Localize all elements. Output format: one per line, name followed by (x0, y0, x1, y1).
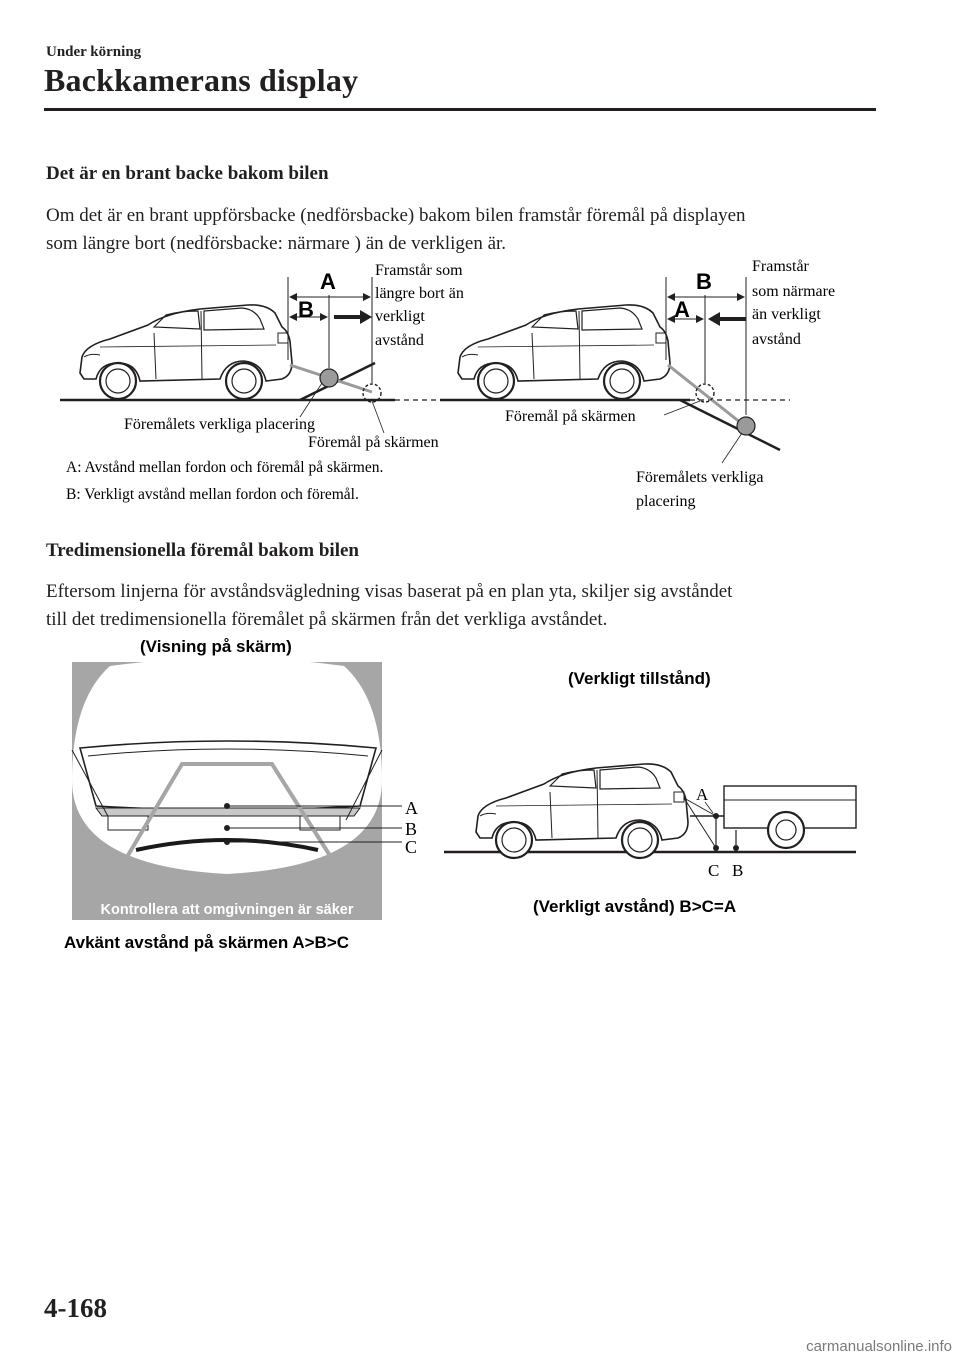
car-illustration (80, 305, 292, 399)
section2-paragraph-line2: till det tredimensionella föremålet på skärmen från det verkliga avståndet. (46, 609, 608, 630)
legend-b: B: Verkligt avstånd mellan fordon och föremål. (66, 486, 359, 503)
right-caption-line4: avstånd (752, 331, 801, 348)
watermark: carmanualsonline.info (806, 1338, 952, 1355)
section1-paragraph-line1: Om det är en brant uppförsbacke (nedförsbacke) bakom bilen framstår föremål på displayen (46, 205, 746, 226)
section1-paragraph (46, 202, 886, 258)
section-label: Under körning (46, 44, 142, 60)
screen-label-a: A (405, 798, 418, 818)
leader-actual-right (722, 433, 742, 463)
left-actual-label: Föremålets verkliga placering (124, 416, 316, 433)
left-caption-line1: Framstår som (375, 262, 463, 279)
dim-a-label: A (320, 269, 336, 294)
camera-screen (72, 658, 402, 920)
uphill-diagram (60, 262, 464, 451)
legend-a: A: Avstånd mellan fordon och föremål på skärmen. (66, 459, 384, 476)
actual-label-a: A (696, 785, 709, 804)
actual-condition-diagram (444, 764, 856, 858)
near-arrow-head (708, 312, 720, 326)
section1-paragraph-line2: som längre bort (nedförsbacke: närmare ) än de verkligen är. (46, 233, 507, 254)
leader-screen (372, 401, 384, 433)
slope-figure (0, 255, 960, 520)
car-illustration-actual (476, 764, 688, 858)
right-caption-line3: än verkligt (752, 306, 821, 323)
downhill-diagram (440, 258, 835, 510)
car-illustration-right (458, 305, 670, 399)
section2-paragraph (46, 578, 886, 634)
screen-banner: Kontrollera att omgivningen är säker (100, 902, 354, 918)
left-caption-line3: verkligt (375, 308, 425, 325)
dim-b-label: B (298, 297, 314, 322)
actual-object-marker-right (737, 417, 755, 435)
actual-label-c: C (708, 861, 720, 880)
left-caption-line4: avstånd (375, 332, 424, 349)
page-title: Backkamerans display (44, 62, 359, 98)
left-caption-line2: längre bort än (375, 285, 464, 302)
right-screen-label: Föremål på skärmen (505, 408, 636, 425)
dim-a-label-right: A (674, 297, 690, 322)
three-d-figure (0, 630, 960, 960)
screen-caption: Avkänt avstånd på skärmen A>B>C (64, 933, 350, 952)
downslope-line (680, 400, 780, 450)
section2-heading: Tredimensionella föremål bakom bilen (46, 540, 359, 561)
title-divider (44, 108, 876, 111)
screen-view-title: (Visning på skärm) (140, 637, 292, 656)
right-caption-line1: Framstår (752, 258, 809, 275)
dim-b-label-right: B (696, 269, 712, 294)
page-number: 4-168 (44, 1293, 107, 1323)
right-actual-label-line2: placering (636, 493, 696, 510)
left-screen-label: Föremål på skärmen (308, 434, 439, 451)
section2-paragraph-line1: Eftersom linjerna för avståndsvägledning visas baserat på en plan yta, skiljer sig avståndet (46, 581, 733, 602)
actual-label-b: B (732, 861, 744, 880)
actual-object-marker (320, 369, 338, 387)
actual-view-title: (Verkligt tillstånd) (568, 669, 711, 688)
right-actual-label-line1: Föremålets verkliga (636, 469, 764, 486)
camera-ray-right (668, 365, 746, 427)
right-caption-line2: som närmare (752, 283, 836, 300)
far-arrow-head (360, 310, 372, 324)
screen-label-c: C (405, 837, 418, 857)
actual-caption: (Verkligt avstånd) B>C=A (533, 897, 737, 916)
bumper-outline (80, 741, 376, 810)
section1-heading: Det är en brant backe bakom bilen (46, 163, 329, 184)
screen-label-b: B (405, 819, 418, 839)
